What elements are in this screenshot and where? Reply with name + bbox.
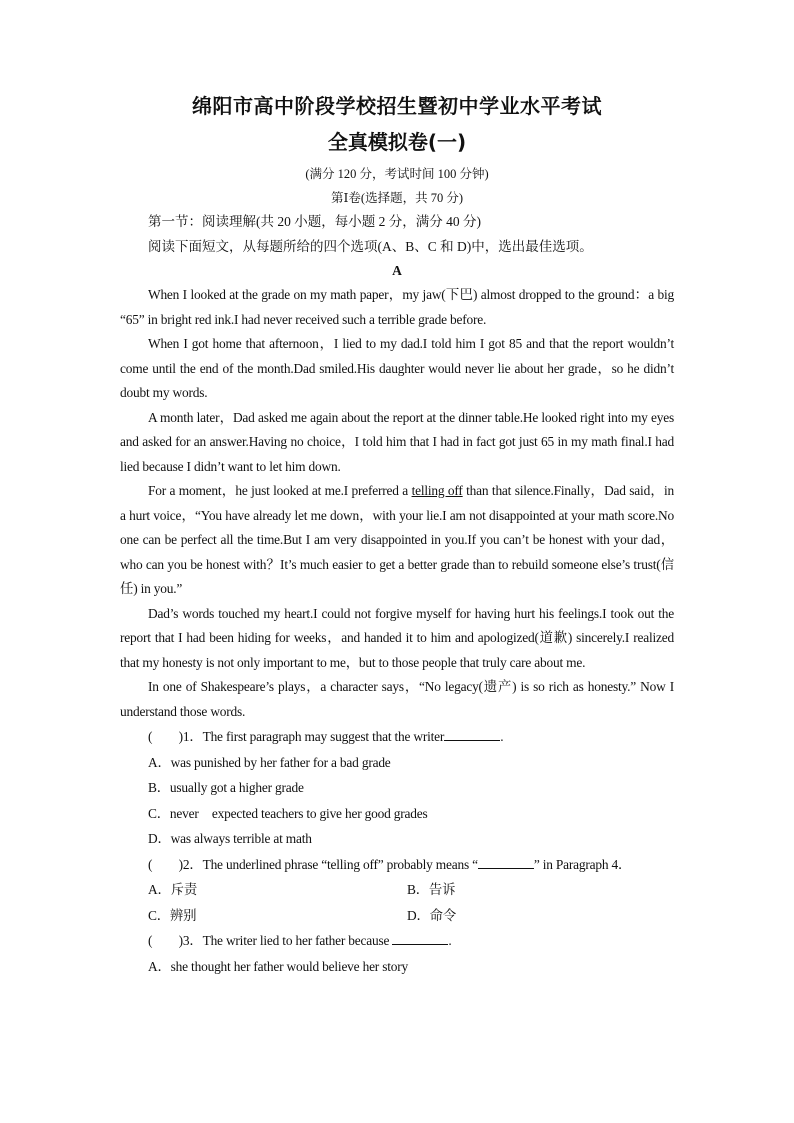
section-heading: 第一节：阅读理解(共 20 小题，每小题 2 分，满分 40 分)	[148, 214, 481, 229]
underlined-phrase: telling off	[411, 483, 463, 498]
question-2-option-b: B．告诉	[407, 882, 456, 897]
passage-paragraph-4	[120, 479, 674, 602]
question-2-options-row-2	[120, 903, 674, 929]
answer-blank[interactable]	[392, 932, 448, 945]
question-2-option-d: D．命令	[407, 907, 457, 923]
passage-paragraph-3: A month later，Dad asked me again about the report at the dinner table.He looked right into my eyes and asked for an answer.Having no choice，I told him that I had in fact got just 65 in my math final.I had lied because I didn’t want to let him down.	[120, 409, 674, 474]
question-1	[120, 724, 674, 750]
question-3-stem: ( )3．The writer lied to her father because	[148, 933, 393, 948]
answer-blank[interactable]	[444, 728, 500, 741]
question-2-stem: ( )2．The underlined phrase “telling off” probably means “	[148, 856, 478, 872]
question-1-option-a: A．was punished by her father for a bad grade	[148, 754, 391, 770]
exam-subtitle: 全真模拟卷(一)	[327, 130, 467, 154]
passage-paragraph-2: When I got home that afternoon，I lied to my dad.I told him I got 85 and that the report wouldn’t come until the end of the month.Dad smiled.His daughter would never lie about her grade，so he didn’t doubt my words.	[120, 336, 674, 400]
section-instruction: 阅读下面短文，从每题所给的四个选项(A、B、C 和 D)中，选出最佳选项。	[148, 238, 593, 254]
question-2-stem-end: ” in Paragraph 4．	[533, 856, 632, 872]
question-2	[120, 852, 674, 878]
question-1-option-c: C．never expected teachers to give her good grades	[148, 805, 428, 821]
answer-blank[interactable]	[478, 856, 534, 869]
question-1-option-b: B．usually got a higher grade	[148, 780, 304, 795]
passage-letter: A	[392, 263, 402, 278]
question-3	[120, 928, 674, 954]
question-1-option-d: D．was always terrible at math	[148, 831, 312, 846]
question-2-options-row-1	[120, 877, 674, 903]
p4-text-before: For a moment，he just looked at me.I preferred a	[148, 483, 412, 498]
question-3-option-a: A．she thought her father would believe her story	[148, 958, 408, 974]
question-2-option-a: A．斥责	[148, 882, 198, 897]
question-1-stem-end: .	[500, 729, 504, 744]
passage-paragraph-1: When I looked at the grade on my math paper，my jaw(下巴) almost dropped to the ground：a big “65” in bright red ink.I had never received such a terrible grade before.	[120, 287, 674, 327]
document-page	[120, 92, 674, 979]
question-1-stem: ( )1．The first paragraph may suggest that the writer	[148, 729, 445, 744]
question-2-option-c: C．辨别	[148, 907, 197, 923]
passage-paragraph-6: In one of Shakespeare’s plays，a character says，“No legacy(遗产) is so rich as honesty.” Now I understand those words.	[120, 679, 674, 719]
exam-info: (满分 120 分，考试时间 100 分钟)	[305, 167, 489, 181]
p4-text-after: than that silence.Finally，Dad said，in a hurt voice，“You have already let me down，with your lie.I am not disappointed at your math score.No one can be perfect all the time.But I am very disappointed in you.If you can’t be honest with your dad，who can you be honest with？It’s much easier to get a better grade than to rebuild someone else’s trust(信任) in you.”	[120, 483, 674, 596]
question-3-stem-end: .	[448, 933, 452, 948]
passage-paragraph-5: Dad’s words touched my heart.I could not forgive myself for having hurt his feelings.I took out the report that I had been hiding for weeks，and handed it to him and apologized(道歉) sincerely.I realized that my honesty is not only important to me，but to those people that truly care about me.	[120, 605, 674, 670]
volume-info: 第Ⅰ卷(选择题，共 70 分)	[330, 191, 463, 205]
exam-title: 绵阳市高中阶段学校招生暨初中学业水平考试	[192, 94, 602, 118]
